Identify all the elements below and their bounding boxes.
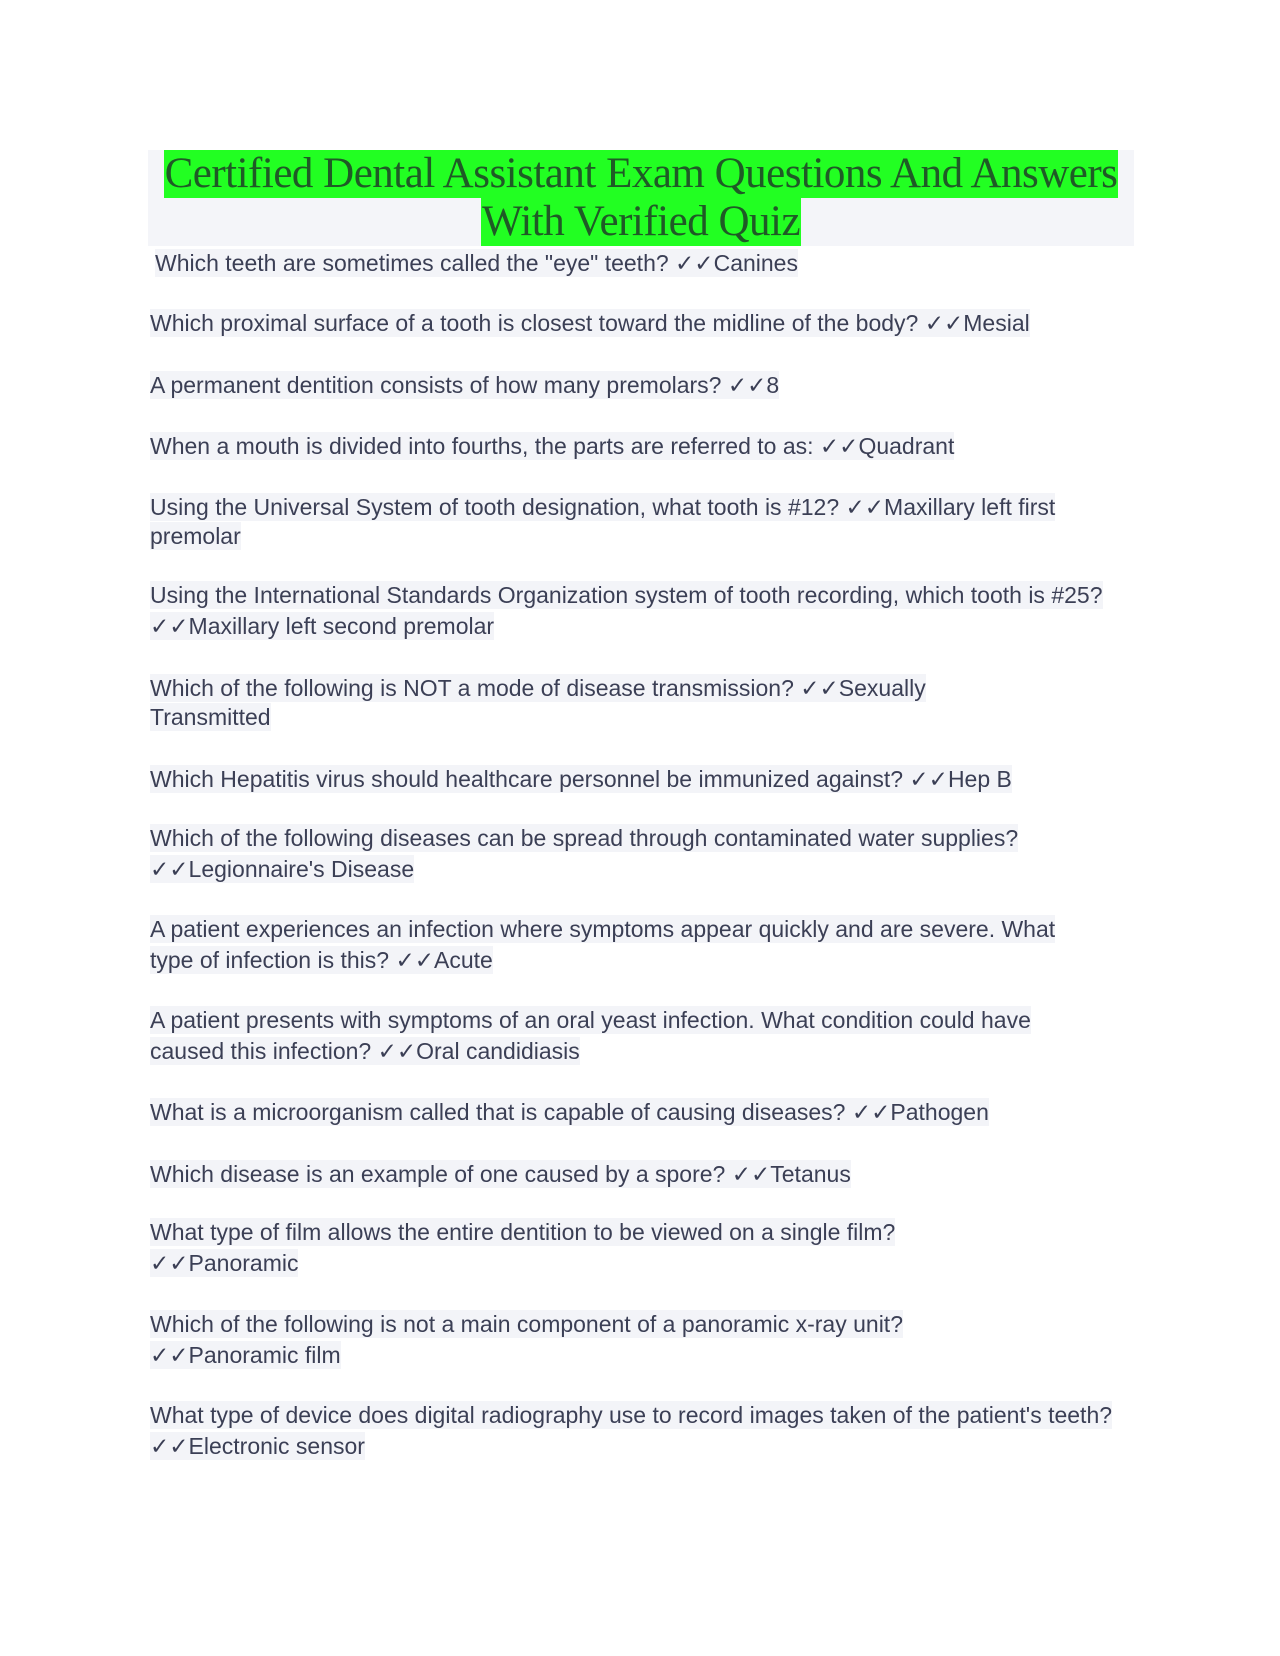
- qa-item: [150, 764, 1140, 795]
- qa-item: [155, 248, 1145, 279]
- qa-text: A patient experiences an infection where symptoms appear quickly and are severe. What type of infection is this? ✓✓Acute: [150, 916, 1056, 973]
- qa-text: What is a microorganism called that is capable of causing diseases? ✓✓Pathogen: [150, 1099, 989, 1125]
- document-title: [148, 150, 1134, 246]
- qa-item: [150, 370, 1140, 401]
- qa-text: What type of device does digital radiography use to record images taken of the patient's teeth? ✓✓Electronic sensor: [150, 1402, 1113, 1459]
- qa-text: Using the Universal System of tooth designation, what tooth is #12? ✓✓Maxillary left first premolar: [150, 494, 1056, 549]
- title-line-1: Certified Dental Assistant Exam Questions And Answers: [164, 150, 1118, 197]
- qa-text: Which Hepatitis virus should healthcare personnel be immunized against? ✓✓Hep B: [150, 766, 1012, 792]
- qa-text: Which proximal surface of a tooth is closest toward the midline of the body? ✓✓Mesial: [150, 310, 1030, 336]
- qa-item: [150, 823, 1100, 885]
- qa-item: [150, 431, 1140, 462]
- qa-text: What type of film allows the entire dentition to be viewed on a single film? ✓✓Panoramic: [150, 1219, 896, 1276]
- qa-text: A patient presents with symptoms of an oral yeast infection. What condition could have caused this infection? ✓✓Oral candidiasis: [150, 1007, 1031, 1064]
- qa-item: [150, 1217, 980, 1279]
- qa-item: [150, 580, 1135, 642]
- qa-text: Which of the following is not a main component of a panoramic x-ray unit? ✓✓Panoramic film: [150, 1311, 903, 1368]
- title-line-2: With Verified Quiz: [481, 198, 801, 245]
- qa-text: When a mouth is divided into fourths, the parts are referred to as: ✓✓Quadrant: [150, 433, 955, 459]
- qa-item: [150, 1309, 990, 1371]
- qa-item: [150, 1097, 1140, 1128]
- qa-text: Which teeth are sometimes called the "eye" teeth? ✓✓Canines: [155, 250, 798, 276]
- qa-item: [150, 493, 1090, 551]
- qa-text: A permanent dentition consists of how many premolars? ✓✓8: [150, 372, 780, 398]
- qa-text: Which disease is an example of one caused by a spore? ✓✓Tetanus: [150, 1161, 851, 1187]
- qa-item: [150, 1159, 1140, 1190]
- qa-item: [150, 914, 1075, 976]
- qa-item: [150, 1005, 1110, 1067]
- qa-item: [150, 674, 1000, 732]
- qa-item: [150, 308, 1150, 339]
- qa-text: Using the International Standards Organization system of tooth recording, which tooth is #25? ✓✓Maxillary left second premolar: [150, 582, 1103, 639]
- qa-text: Which of the following diseases can be spread through contaminated water supplies? ✓✓Legionnaire's Disease: [150, 825, 1019, 882]
- qa-item: [150, 1400, 1135, 1462]
- qa-text: Which of the following is NOT a mode of disease transmission? ✓✓Sexually Transmitted: [150, 675, 926, 730]
